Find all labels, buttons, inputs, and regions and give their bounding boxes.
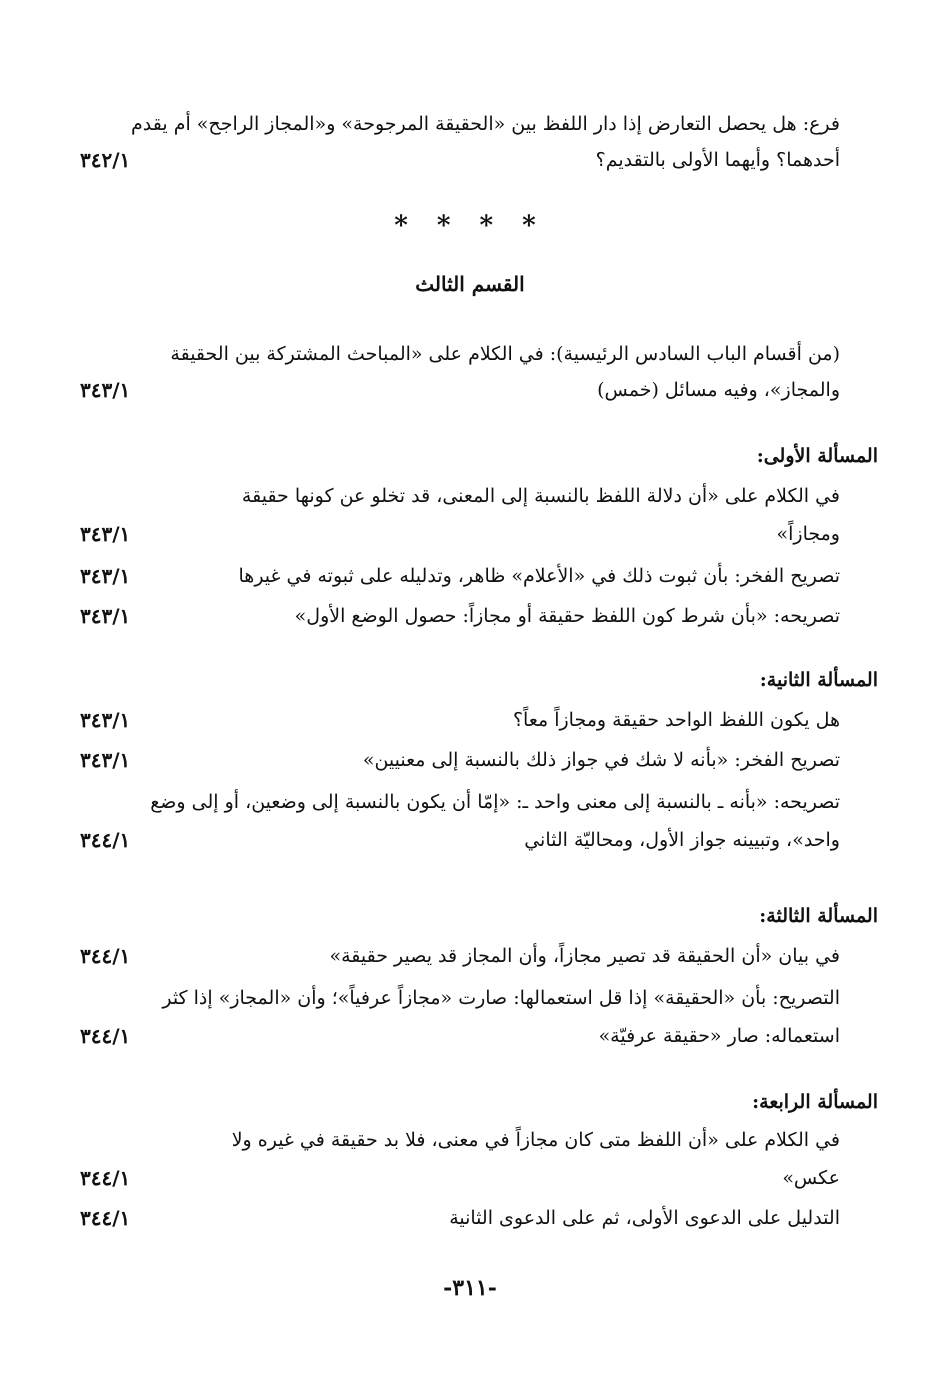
page-reference: ٣٤٤/١	[80, 828, 131, 852]
q4-a-line-2	[80, 1158, 840, 1198]
q4-a-text-2: عكس»	[782, 1167, 840, 1189]
q1-a-line-2	[80, 514, 840, 554]
separator-stars: * * * *	[394, 211, 546, 241]
page-reference: ٣٤٤/١	[80, 1166, 131, 1190]
section-intro-text-2: والمجاز»، وفيه مسائل (خمس)	[597, 379, 840, 401]
q3-b-line-1	[80, 978, 840, 1018]
intro-line-1	[80, 104, 840, 144]
page-reference: ٣٤٤/١	[80, 1206, 131, 1230]
section-intro-line-2	[80, 370, 840, 410]
q2-a-line	[80, 700, 840, 740]
page-reference: ٣٤٣/١	[80, 522, 131, 546]
page-reference: ٣٤٣/١	[80, 708, 131, 732]
question-2-heading: المسألة الثانية:	[759, 669, 878, 691]
q1-b-line	[80, 556, 840, 596]
q3-b-line-2	[80, 1016, 840, 1056]
q1-a-text-1: في الكلام على «أن دلالة اللفظ بالنسبة إلى المعنى، قد تخلو عن كونها حقيقة	[241, 485, 840, 507]
section-intro-text-1: (من أقسام الباب السادس الرئيسية): في الكلام على «المباحث المشتركة بين الحقيقة	[170, 343, 840, 365]
q4-b-text: التدليل على الدعوى الأولى، ثم على الدعوى الثانية	[449, 1207, 840, 1229]
q2-c-line-1	[80, 782, 840, 822]
question-4-heading: المسألة الرابعة:	[752, 1091, 878, 1113]
q1-a-text-2: ومجازاً»	[776, 523, 840, 545]
q3-b-text-1: التصريح: بأن «الحقيقة» إذا قل استعمالها: صارت «مجازاً عرفياً»؛ وأن «المجاز» إذا كثر	[162, 987, 840, 1009]
q2-c-text-2: واحد»، وتبيينه جواز الأول، ومحاليّة الثاني	[524, 829, 840, 851]
intro-line-2	[80, 140, 840, 180]
section-title: القسم الثالث	[415, 272, 525, 296]
page-reference: ٣٤٣/١	[80, 378, 131, 402]
q1-c-line	[80, 596, 840, 636]
q2-a-text: هل يكون اللفظ الواحد حقيقة ومجازاً معاً؟	[512, 709, 840, 731]
page-reference: ٣٤٤/١	[80, 944, 131, 968]
page-reference: ٣٤٢/١	[80, 148, 131, 172]
intro-text-2: أحدهما؟ وأيهما الأولى بالتقديم؟	[595, 149, 840, 171]
page-reference: ٣٤٤/١	[80, 1024, 131, 1048]
q3-a-text: في بيان «أن الحقيقة قد تصير مجازاً، وأن المجاز قد يصير حقيقة»	[329, 945, 840, 967]
q1-a-line-1	[80, 476, 840, 516]
q4-b-line	[80, 1198, 840, 1238]
q2-c-line-2	[80, 820, 840, 860]
page-reference: ٣٤٣/١	[80, 564, 131, 588]
page-number: -٣١١-	[443, 1275, 497, 1301]
question-1-heading: المسألة الأولى:	[756, 445, 878, 467]
q4-a-line-1	[80, 1120, 840, 1160]
q3-b-text-2: استعماله: صار «حقيقة عرفيّة»	[598, 1025, 840, 1047]
q3-a-line	[80, 936, 840, 976]
q1-c-text: تصريحه: «بأن شرط كون اللفظ حقيقة أو مجازاً: حصول الوضع الأول»	[294, 605, 840, 627]
page-reference: ٣٤٣/١	[80, 748, 131, 772]
section-intro-line-1	[80, 334, 840, 374]
intro-text-1: فرع: هل يحصل التعارض إذا دار اللفظ بين «الحقيقة المرجوحة» و«المجاز الراجح» أم يقدم	[131, 113, 840, 135]
q1-b-text: تصريح الفخر: بأن ثبوت ذلك في «الأعلام» ظاهر، وتدليله على ثبوته في غيرها	[238, 565, 840, 587]
q2-b-text: تصريح الفخر: «بأنه لا شك في جواز ذلك بالنسبة إلى معنيين»	[362, 749, 840, 771]
q2-b-line	[80, 740, 840, 780]
q2-c-text-1: تصريحه: «بأنه ـ بالنسبة إلى معنى واحد ـ: «إمّا أن يكون بالنسبة إلى وضعين، أو إلى وضع	[150, 791, 840, 813]
page-reference: ٣٤٣/١	[80, 604, 131, 628]
q4-a-text-1: في الكلام على «أن اللفظ متى كان مجازاً في معنى، فلا بد حقيقة في غيره ولا	[231, 1129, 840, 1151]
question-3-heading: المسألة الثالثة:	[759, 905, 878, 927]
